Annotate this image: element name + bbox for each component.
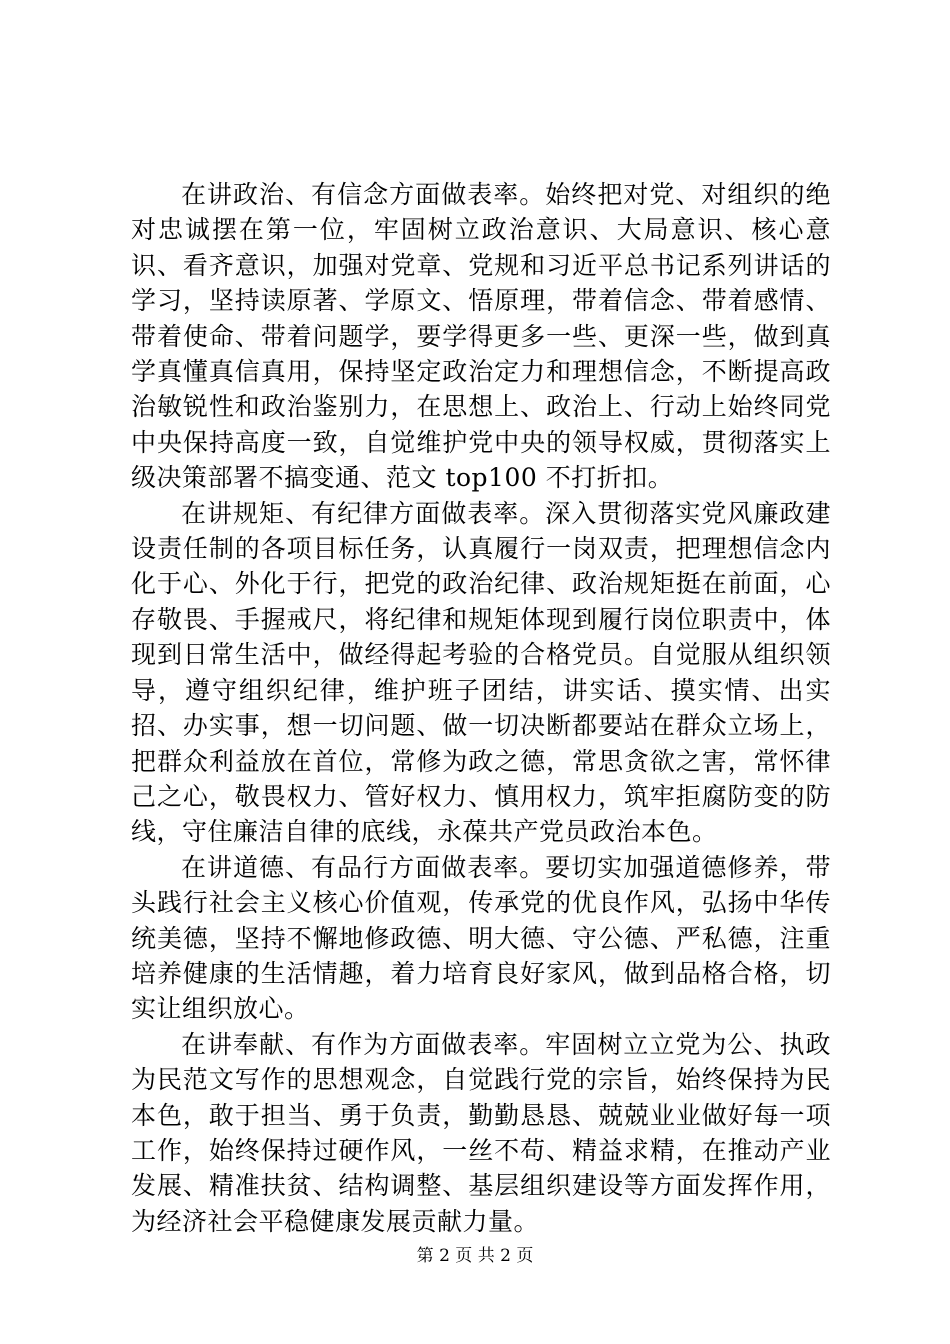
paragraph-dedication: 在讲奉献、有作为方面做表率。牢固树立立党为公、执政为民范文写作的思想观念，自觉践行党的宗旨，始终保持为民本色，敢于担当、勇于负责，勤勤恳恳、兢兢业业做好每一项工作，始终保持过硬作风，一丝不苟、精益求精，在推动产业发展、精准扶贫、结构调整、基层组织建设等方面发挥作用，为经济社会平稳健康发展贡献力量。 <box>131 1029 831 1236</box>
paragraph-morality: 在讲道德、有品行方面做表率。要切实加强道德修养，带头践行社会主义核心价值观，传承党的优良作风，弘扬中华传统美德，坚持不懈地修政德、明大德、守公德、严私德，注重培养健康的生活情趣，着力培育良好家风，做到品格合格，切实让组织放心。 <box>131 852 831 1024</box>
paragraph-politics: 在讲政治、有信念方面做表率。始终把对党、对组织的绝对忠诚摆在第一位，牢固树立政治意识、大局意识、核心意识、看齐意识，加强对党章、党规和习近平总书记系列讲话的学习，坚持读原著、学原文、悟原理，带着信念、带着感情、带着使命、带着问题学，要学得更多一些、更深一些，做到真学真懂真信真用，保持坚定政治定力和理想信念，不断提高政治敏锐性和政治鉴别力，在思想上、政治上、行动上始终同党中央保持高度一致，自觉维护党中央的领导权威，贯彻落实上级决策部署不搞变通、范文 top100 不打折扣。 <box>131 180 831 493</box>
paragraph-discipline: 在讲规矩、有纪律方面做表率。深入贯彻落实党风廉政建设责任制的各项目标任务，认真履行一岗双责，把理想信念内化于心、外化于行，把党的政治纪律、政治规矩挺在前面，心存敬畏、手握戒尺，将纪律和规矩体现到履行岗位职责中，体现到日常生活中，做经得起考验的合格党员。自觉服从组织领导，遵守组织纪律，维护班子团结，讲实话、摸实情、出实招、办实事，想一切问题、做一切决断都要站在群众立场上，把群众利益放在首位，常修为政之德，常思贪欲之害，常怀律己之心，敬畏权力、管好权力、慎用权力，筑牢拒腐防变的防线，守住廉洁自律的底线，永葆共产党员政治本色。 <box>131 498 831 847</box>
page-number-footer: 第 2 页 共 2 页 <box>416 1246 534 1266</box>
document-body <box>131 177 831 1239</box>
